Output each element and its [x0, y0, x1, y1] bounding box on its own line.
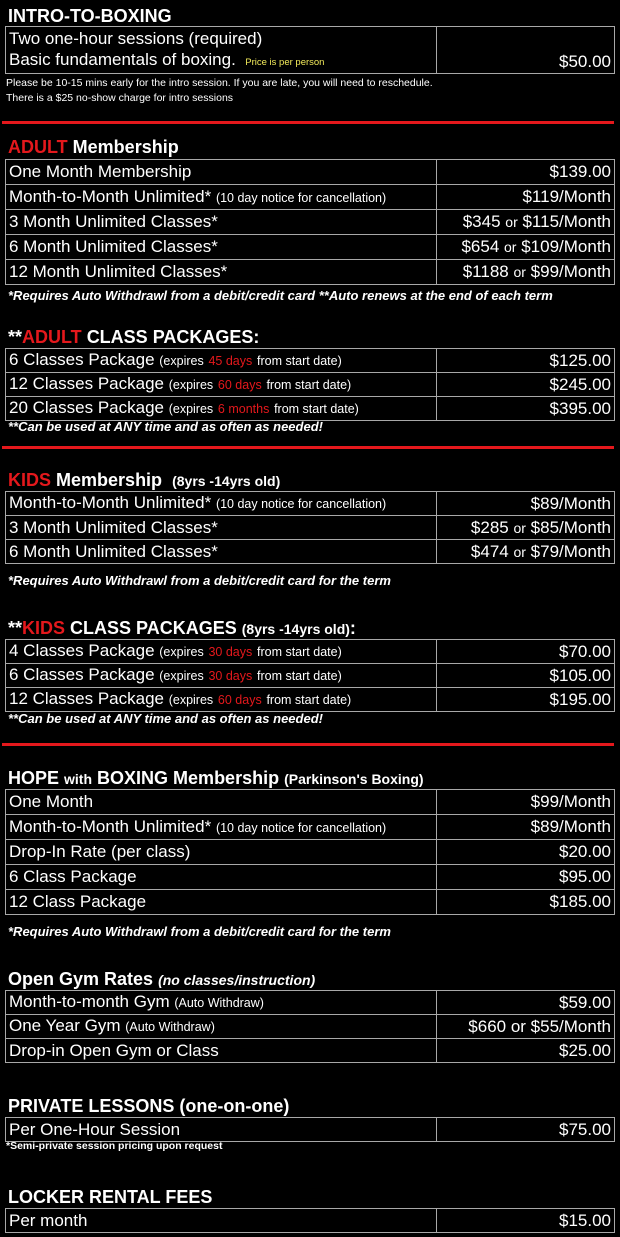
row-expiry-post: from start date) — [266, 693, 352, 707]
kids-packages-footnote: **Can be used at ANY time and as often as needed! — [8, 711, 323, 726]
row-price: $89/Month — [530, 493, 611, 513]
table-row — [6, 349, 615, 373]
intro-note-2: There is a $25 no-show charge for intro sessions — [6, 92, 234, 104]
row-expiry-post: from start date) — [256, 669, 342, 683]
row-price: $345 — [462, 212, 501, 231]
table-row — [6, 1209, 615, 1233]
row-label: 20 Classes Package — [9, 398, 164, 417]
row-price-or: or — [505, 214, 518, 230]
adult-packages-table — [5, 348, 615, 421]
row-expiry-pre: (expires — [159, 669, 204, 683]
kids-packages-title-pre: ** — [8, 618, 23, 638]
row-price: $195.00 — [437, 688, 615, 712]
row-label-cell — [6, 160, 437, 185]
kids-packages-title-red: KIDS — [22, 618, 66, 638]
row-expiry-period: 30 days — [208, 645, 253, 659]
row-price: $660 or $55/Month — [437, 1015, 615, 1039]
kids-title-red: KIDS — [8, 470, 52, 490]
row-label-cell — [6, 790, 437, 815]
row-expiry-post: from start date) — [256, 645, 342, 659]
row-label: Drop-in Open Gym or Class — [9, 1040, 219, 1060]
intro-title: INTRO-TO-BOXING — [8, 6, 172, 26]
intro-line2-cell — [6, 50, 437, 74]
row-label: One Month Membership — [9, 162, 192, 181]
table-row — [6, 27, 615, 51]
locker-row-price: $15.00 — [437, 1209, 615, 1233]
row-price: $89/Month — [437, 815, 615, 840]
table-row — [6, 210, 615, 235]
table-row — [6, 640, 615, 664]
row-price-cell — [437, 210, 615, 235]
row-label: One Month — [9, 792, 94, 811]
row-label: 3 Month Unlimited Classes* — [9, 212, 218, 231]
hope-title — [8, 767, 424, 790]
row-label: One Year Gym — [9, 1016, 121, 1035]
row-label-cell — [6, 640, 437, 664]
row-label: Month-to-Month Unlimited* — [9, 493, 212, 512]
row-label-cell — [6, 1015, 437, 1039]
row-price-alt: $79/Month — [530, 541, 611, 561]
row-note: (10 day notice for cancellation) — [215, 497, 387, 511]
row-expiry-period: 60 days — [217, 693, 262, 707]
row-price: $25.00 — [437, 1039, 615, 1063]
adult-packages-title-red: ADULT — [22, 327, 82, 347]
table-row — [6, 840, 615, 865]
row-price-cell — [437, 492, 615, 516]
open-gym-title-note: (no classes/instruction) — [158, 972, 316, 988]
row-label: 6 Class Package — [9, 867, 137, 886]
row-label: Month-to-Month Unlimited* — [9, 186, 212, 206]
table-row — [6, 373, 615, 397]
row-price: $70.00 — [437, 640, 615, 664]
adult-table — [5, 159, 615, 285]
row-price: $59.00 — [437, 991, 615, 1015]
adult-packages-title-pre: ** — [8, 327, 23, 347]
table-row — [6, 160, 615, 185]
row-price-or: or — [513, 264, 526, 280]
hope-table — [5, 789, 615, 915]
row-label-cell — [6, 840, 437, 865]
intro-table — [5, 26, 615, 74]
row-expiry-post: from start date) — [274, 402, 359, 416]
row-price: $139.00 — [549, 162, 611, 181]
row-note: (Auto Withdraw) — [174, 996, 264, 1010]
intro-line1: Two one-hour sessions (required) — [6, 27, 437, 51]
row-label-cell — [6, 664, 437, 688]
table-row — [6, 492, 615, 516]
row-expiry-pre: (expires — [168, 693, 214, 707]
adult-packages-footnote: **Can be used at ANY time and as often as needed! — [8, 419, 323, 434]
table-row — [6, 865, 615, 890]
row-expiry-pre: (expires — [159, 645, 204, 659]
section-divider — [2, 121, 614, 124]
row-label-cell — [6, 235, 437, 260]
row-label-cell — [6, 349, 437, 373]
kids-packages-title-age: (8yrs -14yrs old) — [241, 621, 350, 637]
kids-packages-table — [5, 639, 615, 712]
row-label: Month-to-month Gym — [9, 992, 170, 1011]
row-note: (Auto Withdraw) — [125, 1020, 215, 1034]
row-price-cell — [437, 540, 615, 564]
table-row — [6, 516, 615, 540]
kids-footnote: *Requires Auto Withdrawl from a debit/credit card for the term — [8, 573, 391, 588]
section-divider — [2, 743, 614, 746]
private-row-price: $75.00 — [437, 1118, 615, 1142]
row-price-cell — [437, 235, 615, 260]
row-label-cell — [6, 260, 437, 285]
row-price: $474 — [470, 541, 509, 561]
row-price: $285 — [470, 517, 509, 537]
row-label: 12 Class Package — [9, 892, 147, 911]
row-price-alt: $85/Month — [530, 517, 611, 537]
row-price: $119/Month — [522, 187, 611, 206]
kids-title-age: (8yrs -14yrs old) — [172, 473, 281, 489]
intro-line2-note: Price is per person — [245, 57, 325, 68]
open-gym-table — [5, 990, 615, 1063]
adult-title — [8, 136, 179, 158]
row-label-cell — [6, 991, 437, 1015]
row-label: 6 Classes Package — [9, 665, 155, 684]
row-label: 12 Month Unlimited Classes* — [9, 262, 228, 281]
row-price: $654 — [461, 237, 500, 256]
table-row — [6, 540, 615, 564]
row-label-cell — [6, 1039, 437, 1063]
kids-packages-title-rest: CLASS PACKAGES — [70, 618, 237, 638]
row-label-cell — [6, 492, 437, 516]
row-label-cell — [6, 688, 437, 712]
row-expiry-period: 45 days — [208, 354, 253, 368]
row-price-cell — [437, 516, 615, 540]
row-label: Drop-In Rate (per class) — [9, 842, 191, 861]
table-row — [6, 664, 615, 688]
private-title: PRIVATE LESSONS (one-on-one) — [8, 1096, 290, 1116]
table-row — [6, 890, 615, 915]
hope-title-b: with — [64, 771, 93, 787]
table-row — [6, 397, 615, 421]
row-label: 6 Classes Package — [9, 350, 155, 369]
table-row — [6, 1015, 615, 1039]
row-price-or: or — [504, 239, 517, 255]
row-label: 4 Classes Package — [9, 641, 155, 660]
hope-title-a: HOPE — [8, 768, 60, 788]
table-row — [6, 991, 615, 1015]
hope-title-d: (Parkinson's Boxing) — [284, 771, 424, 787]
row-price-alt: $109/Month — [521, 237, 611, 256]
row-expiry-period: 6 months — [217, 402, 270, 416]
intro-note-1: Please be 10-15 mins early for the intro session. If you are late, you will need to reschedule. — [6, 77, 433, 89]
row-note: (10 day notice for cancellation) — [215, 820, 387, 835]
row-expiry-pre: (expires — [168, 378, 214, 392]
row-label: 12 Classes Package — [9, 689, 164, 708]
kids-table — [5, 491, 615, 564]
row-price-cell — [437, 185, 615, 210]
hope-title-c: BOXING Membership — [97, 768, 280, 788]
locker-row-label: Per month — [6, 1209, 437, 1233]
row-price-or: or — [513, 519, 526, 536]
row-price-alt: $115/Month — [522, 212, 611, 231]
row-price: $1188 — [462, 262, 509, 281]
table-row — [6, 815, 615, 840]
adult-title-rest: Membership — [72, 137, 179, 157]
row-price: $125.00 — [437, 349, 615, 373]
private-footnote: *Semi-private session pricing upon request — [6, 1140, 223, 1152]
row-note: (10 day notice for cancellation) — [215, 190, 387, 205]
row-label: 12 Classes Package — [9, 374, 164, 393]
row-label: 6 Month Unlimited Classes* — [9, 237, 218, 256]
open-gym-title — [8, 968, 315, 991]
row-label: 3 Month Unlimited Classes* — [9, 517, 218, 537]
row-price: $185.00 — [437, 890, 615, 915]
row-label-cell — [6, 516, 437, 540]
table-row — [6, 235, 615, 260]
row-expiry-period: 30 days — [208, 669, 253, 683]
kids-title-rest: Membership — [56, 470, 163, 490]
row-label: 6 Month Unlimited Classes* — [9, 541, 218, 561]
row-expiry-post: from start date) — [256, 354, 342, 368]
private-row-label: Per One-Hour Session — [6, 1118, 437, 1142]
table-row — [6, 1039, 615, 1063]
kids-packages-title — [8, 617, 356, 640]
row-label-cell — [6, 540, 437, 564]
row-label-cell — [6, 185, 437, 210]
kids-packages-title-post: : — [349, 618, 356, 638]
row-price: $395.00 — [437, 397, 615, 421]
row-label-cell — [6, 397, 437, 421]
row-price: $95.00 — [437, 865, 615, 890]
row-price: $99/Month — [437, 790, 615, 815]
hope-footnote: *Requires Auto Withdrawl from a debit/credit card for the term — [8, 924, 391, 939]
row-expiry-post: from start date) — [266, 378, 352, 392]
row-price-cell — [437, 260, 615, 285]
row-price: $20.00 — [437, 840, 615, 865]
row-expiry-period: 60 days — [217, 378, 262, 392]
row-price: $245.00 — [437, 373, 615, 397]
intro-price: $50.00 — [437, 27, 615, 74]
adult-packages-title-rest: CLASS PACKAGES: — [86, 327, 260, 347]
open-gym-title-main: Open Gym Rates — [8, 969, 154, 989]
row-label-cell — [6, 865, 437, 890]
row-label-cell — [6, 373, 437, 397]
kids-title — [8, 469, 280, 492]
row-expiry-pre: (expires — [168, 402, 214, 416]
row-price-cell — [437, 160, 615, 185]
row-label-cell — [6, 210, 437, 235]
adult-footnote: *Requires Auto Withdrawl from a debit/credit card **Auto renews at the end of each term — [8, 288, 553, 303]
locker-title: LOCKER RENTAL FEES — [8, 1187, 213, 1207]
adult-packages-title — [8, 326, 259, 348]
adult-title-red: ADULT — [8, 137, 68, 157]
row-label-cell — [6, 815, 437, 840]
row-label-cell — [6, 890, 437, 915]
row-expiry-pre: (expires — [159, 354, 204, 368]
row-label: Month-to-Month Unlimited* — [9, 816, 212, 836]
row-price-alt: $99/Month — [530, 262, 611, 281]
row-price-or: or — [513, 543, 526, 560]
row-price: $105.00 — [437, 664, 615, 688]
table-row — [6, 688, 615, 712]
table-row — [6, 185, 615, 210]
table-row — [6, 260, 615, 285]
locker-table — [5, 1208, 615, 1233]
table-row — [6, 790, 615, 815]
intro-line2: Basic fundamentals of boxing. — [9, 50, 236, 69]
section-divider — [2, 446, 614, 449]
table-row — [6, 1118, 615, 1142]
